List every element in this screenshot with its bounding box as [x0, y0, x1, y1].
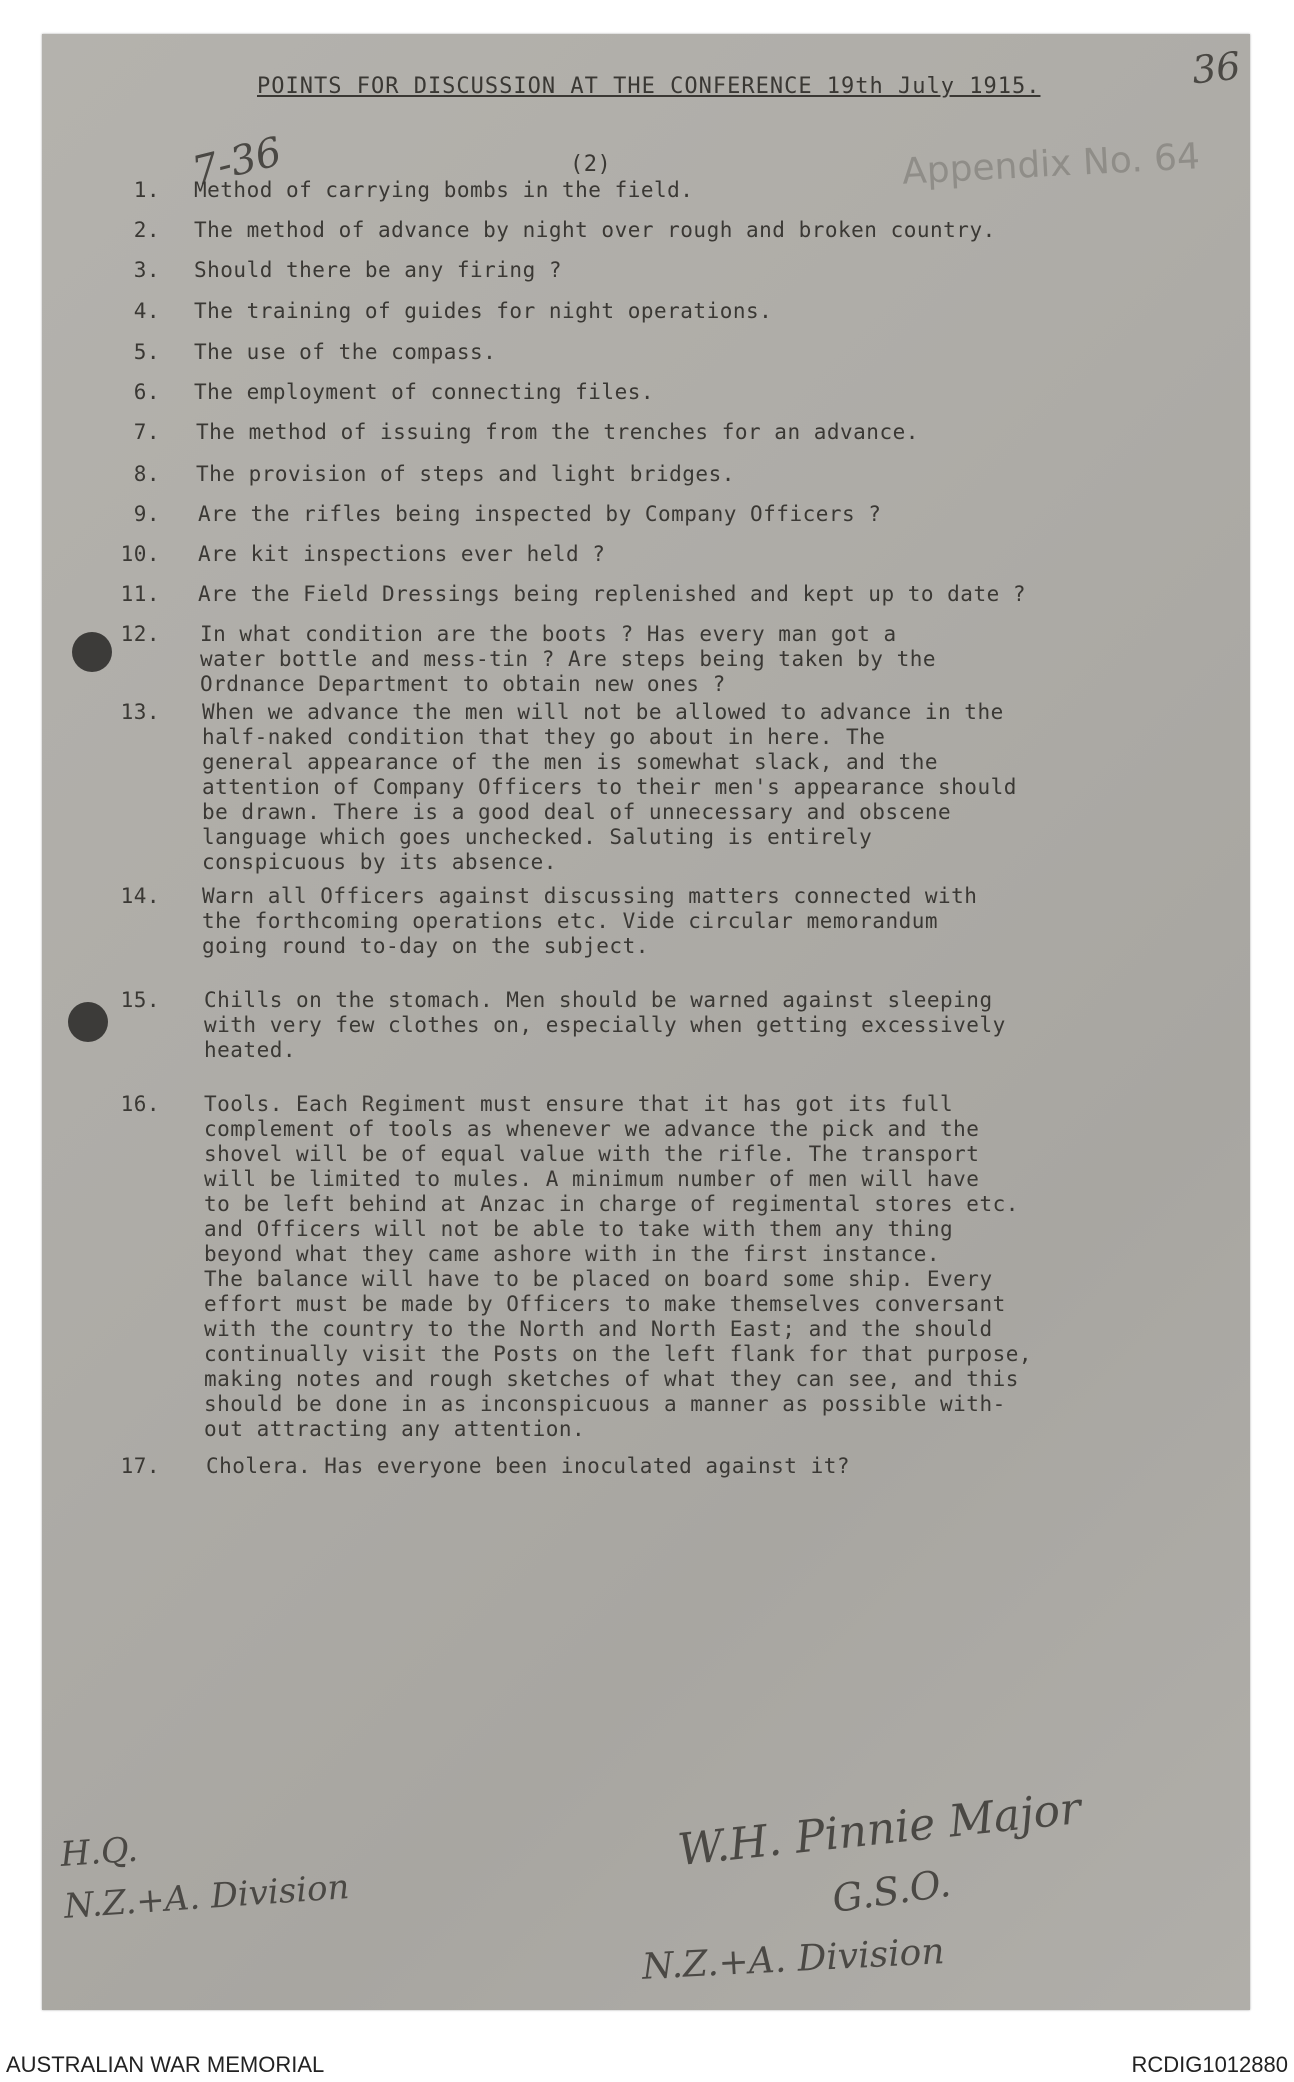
item-text: Are kit inspections ever held ? [198, 542, 606, 566]
document-sheet [42, 34, 1250, 2010]
item-text: Tools. Each Regiment must ensure that it has got its full complement of tools as whenever we advance the pick and the shovel will be of equal value with the rifle. The transport will be limited to mules. A minimum number of men will have to be left behind at Anzac in charge of regimental stores etc. and Officers will not be able to take with them any thing beyond what they came ashore with in the first instance. The balance will have to be placed on board some ship. Every effort must be made by Officers to make themselves conversant with the country to the North and North East; and the should continually visit the Posts on the left flank for that purpose, making notes and rough sketches of what they can see, and this should be done in as inconspicuous a manner as possible with- out attracting any attention. [204, 1092, 1033, 1441]
item-text: Chills on the stomach. Men should be warned against sleeping with very few clothes on, especially when getting excessively heated. [204, 988, 1006, 1062]
item-text: The method of advance by night over rough and broken country. [194, 218, 996, 242]
item-number: 7. [133, 420, 160, 444]
item-text: Cholera. Has everyone been inoculated against it? [206, 1454, 851, 1478]
item-number: 4. [133, 299, 160, 323]
signature-title: G.S.O. [829, 1860, 954, 1922]
item-number: 12. [120, 622, 160, 646]
item-number: 16. [120, 1092, 160, 1116]
item-text: The provision of steps and light bridges. [196, 462, 735, 486]
reference-mark: 7-36 [187, 128, 287, 196]
item-number: 17. [120, 1454, 160, 1478]
folio-number: 36 [1189, 43, 1243, 93]
item-number: 3. [133, 258, 160, 282]
item-number: 13. [120, 700, 160, 724]
item-text: Should there be any firing ? [194, 258, 563, 282]
footer-catalog-id: RCDIG1012880 [1131, 2052, 1288, 2077]
corner-note: H.Q. N.Z.+A. Division [59, 1829, 351, 1927]
page-number: (2) [570, 152, 612, 177]
footer-institution: AUSTRALIAN WAR MEMORIAL [6, 2052, 325, 2077]
item-text: When we advance the men will not be allowed to advance in the half-naked condition that they go about in here. The general appearance of the men is somewhat slack, and the attention of Company Officers to their men's appearance should be drawn. There is a good deal of unnecessary and obscene language which goes unchecked. Saluting is entirely conspicuous by its absence. [202, 700, 1017, 874]
item-text: The employment of connecting files. [194, 380, 655, 404]
item-number: 11. [120, 582, 160, 606]
item-text: The method of issuing from the trenches for an advance. [196, 420, 919, 444]
item-text: The training of guides for night operations. [194, 299, 773, 323]
item-number: 2. [133, 218, 160, 242]
signature-unit: N.Z.+A. Division [641, 1931, 946, 1988]
item-number: 15. [120, 988, 160, 1012]
item-number: 10. [120, 542, 160, 566]
item-text: Are the Field Dressings being replenished and kept up to date ? [198, 582, 1027, 606]
item-number: 1. [133, 178, 160, 202]
item-text: Method of carrying bombs in the field. [194, 178, 694, 202]
item-number: 6. [133, 380, 160, 404]
item-text: In what condition are the boots ? Has every man got a water bottle and mess-tin ? Are steps being taken by the Ordnance Department to obtain new ones ? [200, 622, 937, 696]
item-number: 5. [133, 340, 160, 364]
item-number: 14. [120, 884, 160, 908]
item-number: 8. [133, 462, 160, 486]
item-number: 9. [133, 502, 160, 526]
document-title: POINTS FOR DISCUSSION AT THE CONFERENCE 19th July 1915. [257, 74, 1041, 99]
appendix-stamp: Appendix No. 64 [901, 136, 1201, 193]
item-text: The use of the compass. [194, 340, 497, 364]
item-text: Warn all Officers against discussing matters connected with the forthcoming operations etc. Vide circular memorandum going round to-day on the subject. [202, 884, 978, 958]
item-text: Are the rifles being inspected by Company Officers ? [198, 502, 882, 526]
signature: W.H. Pinnie Major [675, 1782, 1084, 1877]
